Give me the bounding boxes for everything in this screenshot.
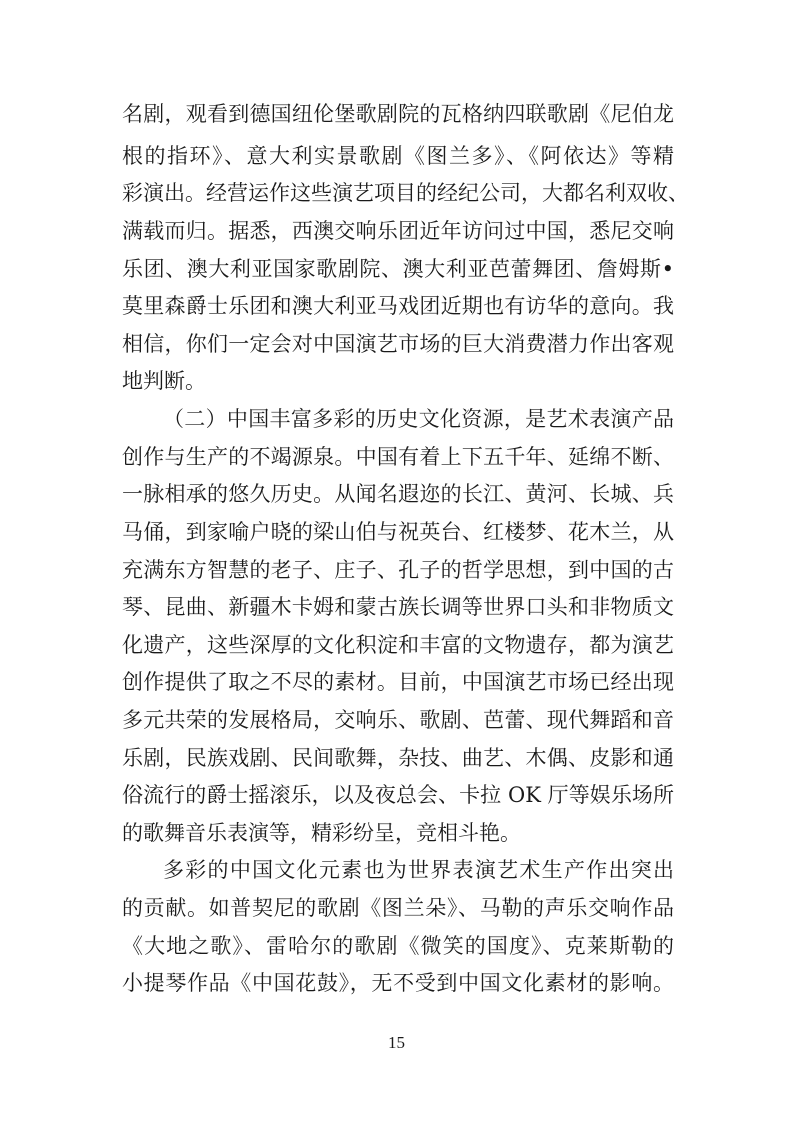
text-line: 相信，你们一定会对中国演艺市场的巨大消费潜力作出客观 xyxy=(122,332,674,356)
text-line: 彩演出。经营运作这些演艺项目的经纪公司，大都名利双收、 xyxy=(122,181,689,205)
text-line: 乐团、澳大利亚国家歌剧院、澳大利亚芭蕾舞团、詹姆斯• xyxy=(122,257,674,281)
text-line: （二）中国丰富多彩的历史文化资源，是艺术表演产品 xyxy=(163,407,674,431)
text-line: 名剧，观看到德国纽伦堡歌剧院的瓦格纳四联歌剧《尼伯龙 xyxy=(122,102,674,126)
text-line: 的歌舞音乐表演等，精彩纷呈，竞相斗艳。 xyxy=(122,821,521,845)
text-line: 一脉相承的悠久历史。从闻名遐迩的长江、黄河、长城、兵 xyxy=(122,482,674,506)
text-line: 乐剧，民族戏剧、民间歌舞，杂技、曲艺、木偶、皮影和通 xyxy=(122,746,674,770)
text-line: 小提琴作品《中国花鼓》，无不受到中国文化素材的影响。 xyxy=(122,971,674,995)
text-line: 俗流行的爵士摇滚乐，以及夜总会、卡拉 OK 厅等娱乐场所 xyxy=(122,783,674,807)
text-line: 的贡献。如普契尼的歌剧《图兰朵》、马勒的声乐交响作品 xyxy=(122,896,674,920)
text-line: 《大地之歌》、雷哈尔的歌剧《微笑的国度》、克莱斯勒的 xyxy=(122,934,674,958)
page-number: 15 xyxy=(388,1033,405,1052)
text-line: 地判断。 xyxy=(122,369,206,393)
text-line: 多彩的中国文化元素也为世界表演艺术生产作出突出 xyxy=(163,858,674,882)
text-line: 创作提供了取之不尽的素材。目前，中国演艺市场已经出现 xyxy=(122,670,674,694)
text-line: 根的指环》、意大利实景歌剧《图兰多》、《阿依达》等精 xyxy=(122,144,674,168)
text-line: 琴、昆曲、新疆木卡姆和蒙古族长调等世界口头和非物质文 xyxy=(122,595,674,619)
text-line: 满载而归。据悉，西澳交响乐团近年访问过中国，悉尼交响 xyxy=(122,219,674,243)
text-line: 充满东方智慧的老子、庄子、孔子的哲学思想，到中国的古 xyxy=(122,558,674,582)
text-line: 创作与生产的不竭源泉。中国有着上下五千年、延绵不断、 xyxy=(122,445,674,469)
text-line: 多元共荣的发展格局，交响乐、歌剧、芭蕾、现代舞蹈和音 xyxy=(122,708,674,732)
text-line: 化遗产，这些深厚的文化积淀和丰富的文物遗存，都为演艺 xyxy=(122,633,674,657)
text-line: 莫里森爵士乐团和澳大利亚马戏团近期也有访华的意向。我 xyxy=(122,294,674,318)
text-line: 马俑，到家喻户晓的梁山伯与祝英台、红楼梦、花木兰，从 xyxy=(122,520,674,544)
